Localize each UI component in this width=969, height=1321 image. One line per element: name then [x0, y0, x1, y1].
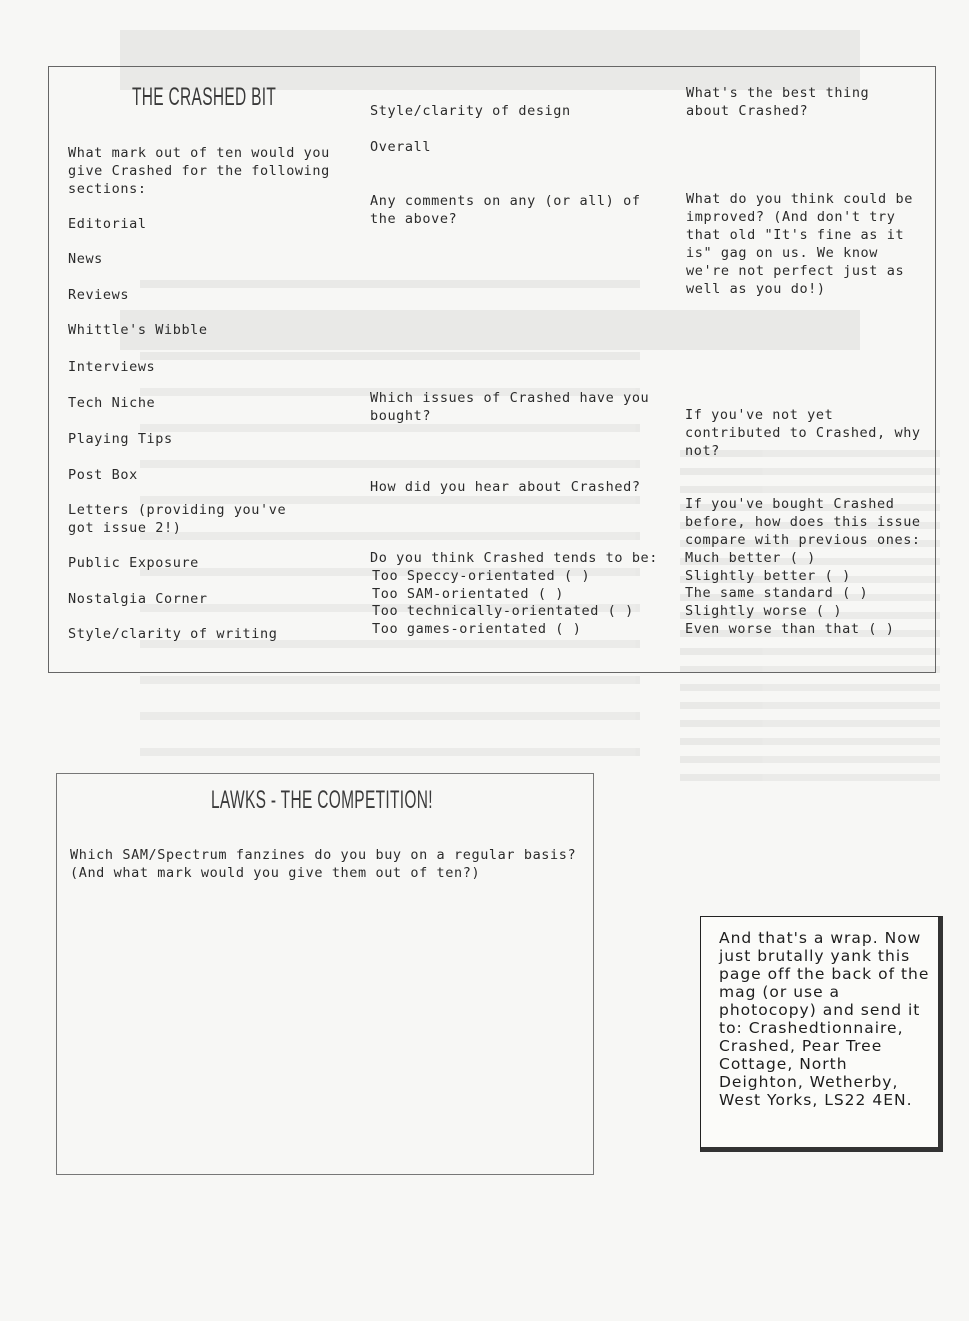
best-question[interactable]: What's the best thing about Crashed?: [686, 85, 879, 119]
comments-question[interactable]: Any comments on any (or all) of the above?: [370, 193, 650, 227]
tend-option[interactable]: Too SAM-orientated ( ): [372, 586, 565, 602]
contributed-question[interactable]: If you've not yet contributed to Crashed, why not?: [685, 407, 930, 459]
section-item[interactable]: Nostalgia Corner: [68, 591, 208, 607]
tend-option[interactable]: Too Speccy-orientated ( ): [372, 568, 591, 584]
section-item[interactable]: Interviews: [68, 359, 156, 375]
section-item[interactable]: Editorial: [68, 216, 147, 232]
compare-option[interactable]: Slightly better ( ): [685, 568, 851, 584]
survey-title: THE CRASHED BIT: [132, 83, 277, 111]
section-item[interactable]: Letters (providing you've got issue 2!): [68, 502, 295, 536]
wrap-instructions: And that's a wrap. Now just brutally yank this page off the back of the mag (or use a photocopy) and send it to: Crashedtionnaire, Crashed, Pear Tree Cottage, North Deighton, Wetherby, West Yorks, LS22 4EN.: [719, 929, 930, 1109]
competition-title: LAWKS - THE COMPETITION!: [211, 786, 433, 814]
compare-option[interactable]: Even worse than that ( ): [685, 621, 895, 637]
wrap-box: [700, 916, 943, 1152]
competition-question[interactable]: Which SAM/Spectrum fanzines do you buy on a regular basis? (And what mark would you give them out of ten?): [70, 847, 585, 881]
tends-question: Do you think Crashed tends to be:: [370, 550, 659, 566]
compare-question: If you've bought Crashed before, how does this issue compare with previous ones:: [685, 496, 930, 548]
section-item[interactable]: Whittle's Wibble: [68, 322, 208, 338]
section-item[interactable]: Post Box: [68, 467, 138, 483]
hear-question[interactable]: How did you hear about Crashed?: [370, 479, 641, 495]
compare-option[interactable]: Slightly worse ( ): [685, 603, 843, 619]
compare-option[interactable]: Much better ( ): [685, 550, 816, 566]
survey-box: [48, 66, 936, 673]
section-item[interactable]: News: [68, 251, 103, 267]
section-item[interactable]: Tech Niche: [68, 395, 156, 411]
compare-option[interactable]: The same standard ( ): [685, 585, 869, 601]
tend-option[interactable]: Too games-orientated ( ): [372, 621, 582, 637]
tend-option[interactable]: Too technically-orientated ( ): [372, 603, 634, 619]
improve-question[interactable]: What do you think could be improved? (And don't try that old "It's fine as it is" gag on us. We know we're not perfect just as well as you do!): [686, 191, 922, 297]
section-item[interactable]: Reviews: [68, 287, 130, 303]
issues-question[interactable]: Which issues of Crashed have you bought?: [370, 390, 659, 424]
overall-question[interactable]: Overall: [370, 139, 432, 155]
survey-intro: What mark out of ten would you give Crashed for the following sections:: [68, 145, 339, 197]
design-question[interactable]: Style/clarity of design: [370, 103, 571, 119]
section-item[interactable]: Playing Tips: [68, 431, 173, 447]
competition-box: [56, 773, 594, 1175]
section-item[interactable]: Style/clarity of writing: [68, 626, 278, 642]
section-item[interactable]: Public Exposure: [68, 555, 199, 571]
